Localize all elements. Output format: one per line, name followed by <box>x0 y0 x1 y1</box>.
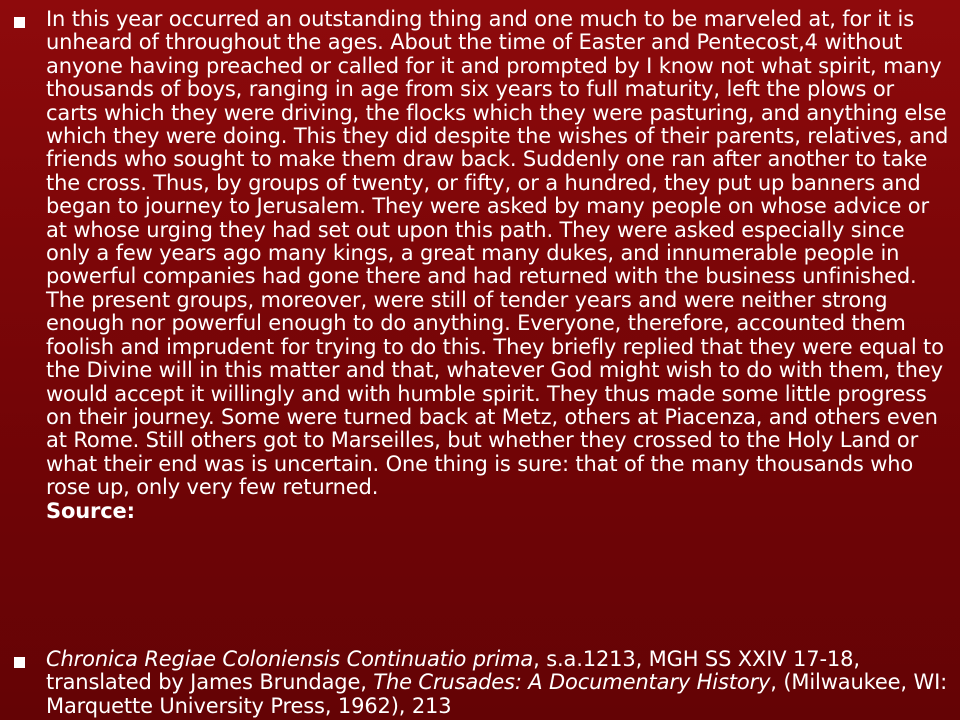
source-label: Source: <box>46 498 135 523</box>
citation-work-title: Chronica Regiae Coloniensis Continuatio prima <box>46 647 534 671</box>
bullet-text-citation <box>46 648 952 718</box>
citation-book-title: The Crusades: A Documentary History <box>373 670 771 695</box>
square-bullet-icon <box>14 657 25 668</box>
bullet-text-quote <box>46 8 952 523</box>
square-bullet-icon <box>14 17 25 28</box>
quote-text: In this year occurred an outstanding thing and one much to be marveled at, for it is unheard of throughout the ages. About the time of Easter and Pentecost,4 without anyone having preached or called for it and prompted by I know not what spirit, many thousands of boys, ranging in age from six years to full maturity, left the plows or carts which they were driving, the flocks which they were pasturing, and anything else which they were doing. This they did despite the wishes of their parents, relatives, and friends who sought to make them draw back. Suddenly one ran after another to take the cross. Thus, by groups of twenty, or fifty, or a hundred, they put up banners and began to journey to Jerusalem. They were asked by many people on whose advice or at whose urging they had set out upon this path. They were asked especially since only a few years ago many kings, a great many dukes, and innumerable people in powerful companies had gone there and had returned with the business unfinished. The present groups, moreover, were still of tender years and were neither strong enough nor powerful enough to do anything. Everyone, therefore, accounted them foolish and imprudent for trying to do this. They briefly replied that they were equal to the Divine will in this matter and that, whatever God might wish to do with them, they would accept it willingly and with humble spirit. They thus made some little progress on their journey. Some were turned back at Metz, others at Piacenza, and others even at Rome. Still others got to Marseilles, but whether they crossed to the Holy Land or what their end was is uncertain. One thing is sure: that of the many thousands who rose up, only very few returned. <box>46 7 949 500</box>
citation-publication: , (Milwaukee, WI: Marquette University Press, 1962), 213 <box>46 670 948 718</box>
citation-details: , s.a.1213, MGH SS XXIV 17-18, translated by James Brundage, <box>46 647 860 695</box>
